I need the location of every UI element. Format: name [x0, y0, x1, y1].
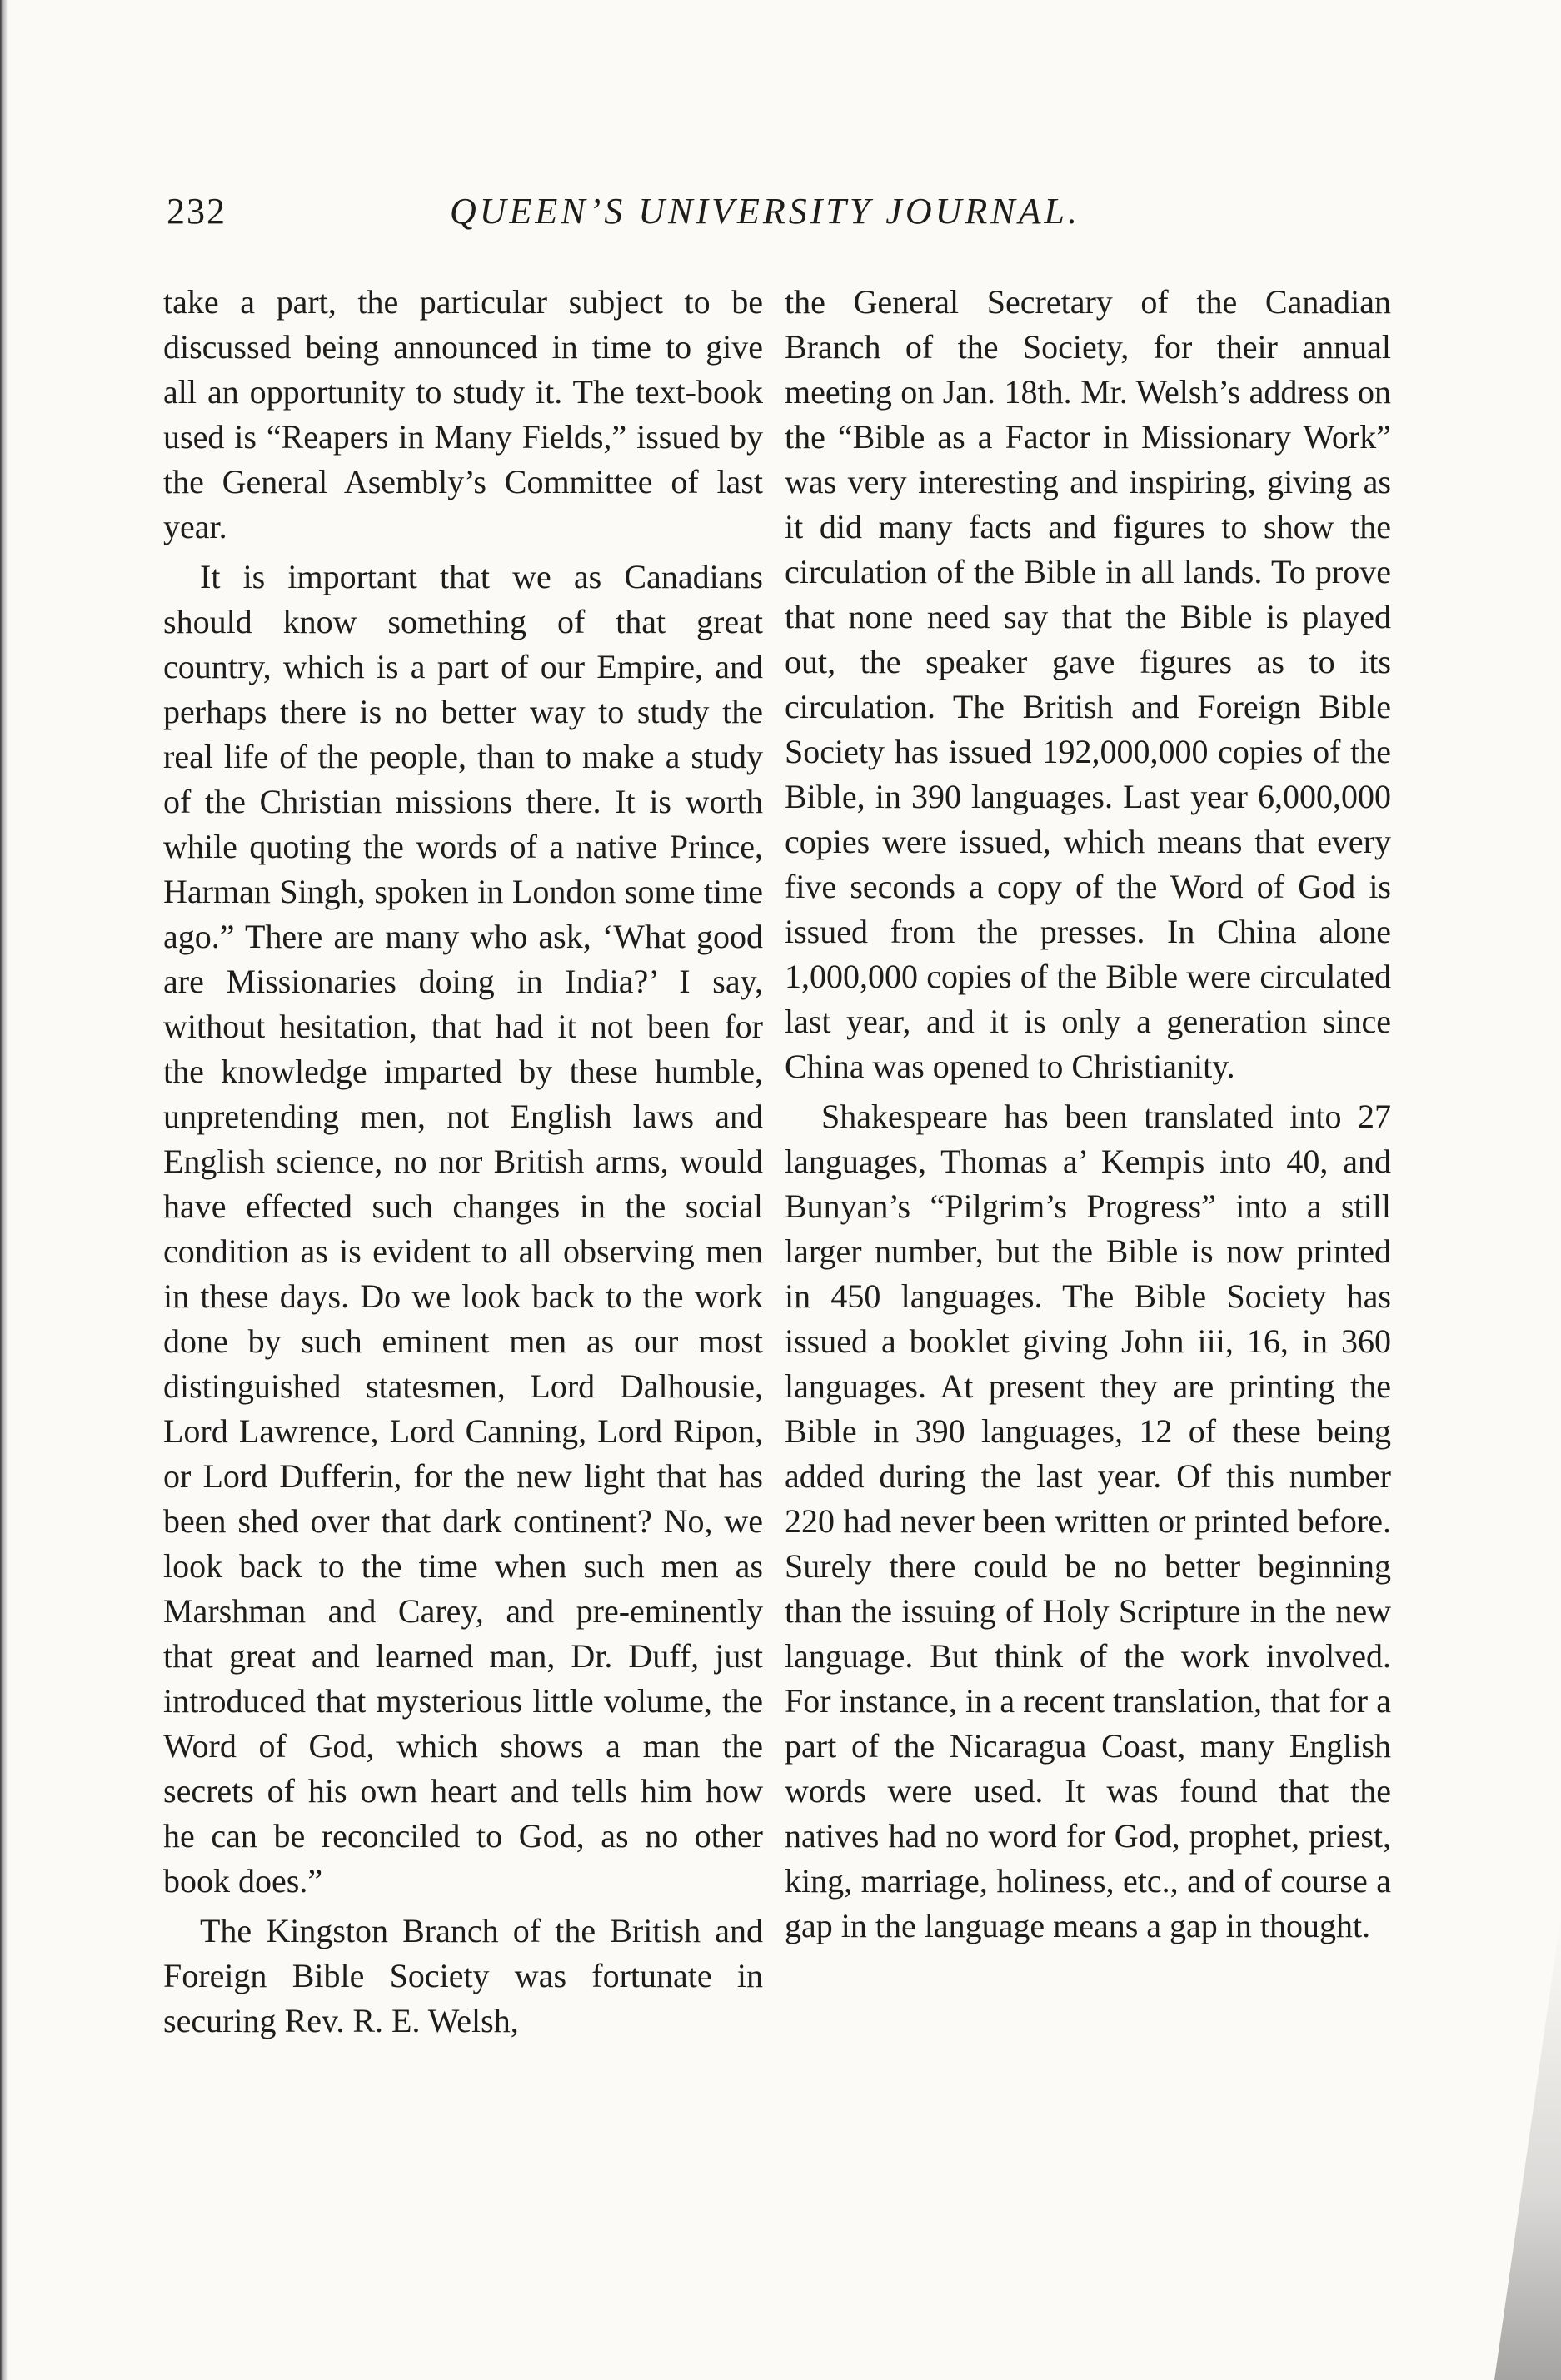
- running-title: QUEEN’S UNIVERSITY JOURNAL.: [450, 191, 1080, 232]
- page-number: 232: [167, 191, 227, 232]
- left-column: [163, 280, 763, 2044]
- paragraph: It is important that we as Canadians should know something of that great country, which is a part of our Empire, and perhaps there is no better way to study the real life of the people, than to make a study of the Christian missions there. It is worth while quoting the words of a native Prince, Harman Singh, spoken in London some time ago.” There are many who ask, ‘What good are Missionaries doing in India?’ I say, without hesitation, that had it not been for the knowledge imparted by these humble, unpretending men, not English laws and English science, no nor British arms, would have effected such changes in the social condition as is evident to all observing men in these days. Do we look back to the work done by such eminent men as our most distinguished statesmen, Lord Dalhousie, Lord Lawrence, Lord Canning, Lord Ripon, or Lord Dufferin, for the new light that has been shed over that dark continent? No, we look back to the time when such men as Marshman and Carey, and pre-eminently that great and learned man, Dr. Duff, just introduced that mysterious little volume, the Word of God, which shows a man the secrets of his own heart and tells him how he can be reconciled to God, as no other book does.”: [163, 558, 763, 1900]
- page-header: [167, 190, 1416, 248]
- paragraph: The Kingston Branch of the British and Foreign Bible Society was fortunate in securing Rev. R. E. Welsh,: [163, 1912, 763, 2039]
- paragraph: the General Secretary of the Canadian Branch of the Society, for their annual meeting on Jan. 18th. Mr. Welsh’s address on the “Bible as a Factor in Missionary Work” was very interesting and inspiring, giving as it did many facts and figures to show the circulation of the Bible in all lands. To prove that none need say that the Bible is played out, the speaker gave figures as to its circulation. The British and Foreign Bible Society has issued 192,000,000 copies of the Bible, in 390 languages. Last year 6,000,000 copies were issued, which means that every five seconds a copy of the Word of God is issued from the presses. In China alone 1,000,000 copies of the Bible were circulated last year, and it is only a generation since China was opened to Christianity.: [785, 283, 1391, 1085]
- paragraph: take a part, the particular subject to be discussed being announced in time to give all an opportunity to study it. The text-book used is “Reapers in Many Fields,” issued by the General Asembly’s Committee of last year.: [163, 283, 763, 545]
- right-column: [785, 280, 1391, 1949]
- paragraph: Shakespeare has been translated into 27 languages, Thomas a’ Kempis into 40, and Bunyan’s “Pilgrim’s Progress” into a still larger number, but the Bible is now printed in 450 languages. The Bible Society has issued a booklet giving John iii, 16, in 360 languages. At present they are printing the Bible in 390 languages, 12 of these being added during the last year. Of this number 220 had never been written or printed before. Surely there could be no better beginning than the issuing of Holy Scripture in the new language. But think of the work involved. For instance, in a recent translation, that for a part of the Nicaragua Coast, many English words were used. It was found that the natives had no word for God, prophet, priest, king, marriage, holiness, etc., and of course a gap in the language means a gap in thought.: [785, 1098, 1391, 1944]
- page-corner-shadow: [1494, 1915, 1561, 2380]
- page-edge-shadow: [0, 0, 8, 2380]
